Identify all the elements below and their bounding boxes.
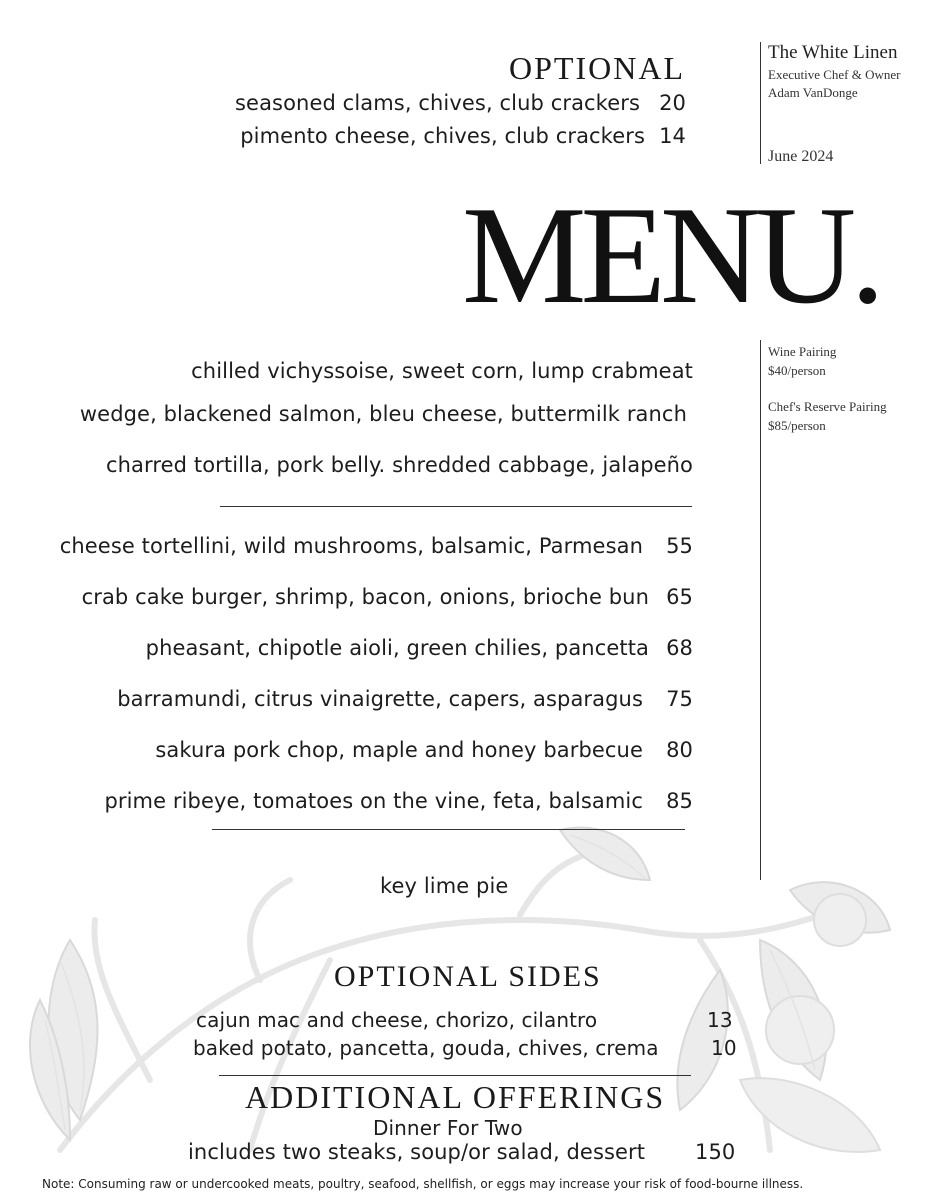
wine-pairing-price: $40/person: [768, 363, 826, 378]
optional-item: seasoned clams, chives, club crackers: [235, 91, 640, 115]
sidebar-top-rule: [760, 42, 761, 164]
main-item-price: 55: [666, 534, 693, 558]
chef-title: Executive Chef & Owner: [768, 67, 901, 82]
section-divider: [220, 506, 692, 507]
side-item: cajun mac and cheese, chorizo, cilantro: [196, 1008, 598, 1032]
additional-item: includes two steaks, soup/or salad, dessert: [188, 1140, 646, 1164]
optional-heading: OPTIONAL: [509, 50, 685, 86]
menu-date: June 2024: [768, 148, 834, 165]
main-item: barramundi, citrus vinaigrette, capers, asparagus: [117, 687, 643, 711]
side-item-price: 10: [711, 1036, 737, 1060]
starter-item: chilled vichyssoise, sweet corn, lump crabmeat: [191, 359, 693, 383]
main-item-price: 80: [666, 738, 693, 762]
dessert-item: key lime pie: [380, 874, 509, 898]
main-item: pheasant, chipotle aioli, green chilies, pancetta: [145, 636, 649, 660]
main-item: prime ribeye, tomatoes on the vine, feta, balsamic: [104, 789, 643, 813]
main-item: sakura pork chop, maple and honey barbecue: [155, 738, 643, 762]
sidebar-bottom-rule: [760, 340, 761, 880]
restaurant-name: The White Linen: [768, 42, 898, 63]
starter-item: wedge, blackened salmon, bleu cheese, buttermilk ranch: [79, 402, 687, 426]
optional-item-price: 20: [659, 91, 686, 115]
side-item: baked potato, pancetta, gouda, chives, crema: [193, 1036, 659, 1060]
section-divider: [219, 1075, 691, 1076]
side-item-price: 13: [707, 1008, 733, 1032]
reserve-pairing-label: Chef's Reserve Pairing: [768, 399, 887, 414]
additional-offerings-heading: ADDITIONAL OFFERINGS: [245, 1079, 666, 1115]
reserve-pairing-price: $85/person: [768, 418, 826, 433]
main-item: cheese tortellini, wild mushrooms, balsamic, Parmesan: [59, 534, 643, 558]
main-item: crab cake burger, shrimp, bacon, onions, brioche bun: [81, 585, 649, 609]
additional-item-price: 150: [695, 1140, 736, 1164]
main-item-price: 85: [666, 789, 693, 813]
food-safety-note: Note: Consuming raw or undercooked meats, poultry, seafood, shellfish, or eggs may increase your risk of food-bourne illness.: [42, 1177, 804, 1191]
section-divider: [212, 829, 685, 830]
optional-item-price: 14: [659, 124, 686, 148]
main-item-price: 68: [666, 636, 693, 660]
menu-title: MENU.: [462, 178, 880, 333]
optional-sides-heading: OPTIONAL SIDES: [334, 960, 602, 993]
wine-pairing-label: Wine Pairing: [768, 344, 837, 359]
additional-subheading: Dinner For Two: [373, 1116, 523, 1140]
starter-item: charred tortilla, pork belly. shredded cabbage, jalapeño: [106, 453, 693, 477]
main-item-price: 75: [666, 687, 693, 711]
chef-name: Adam VanDonge: [768, 85, 858, 100]
optional-item: pimento cheese, chives, club crackers: [240, 124, 645, 148]
main-item-price: 65: [666, 585, 693, 609]
